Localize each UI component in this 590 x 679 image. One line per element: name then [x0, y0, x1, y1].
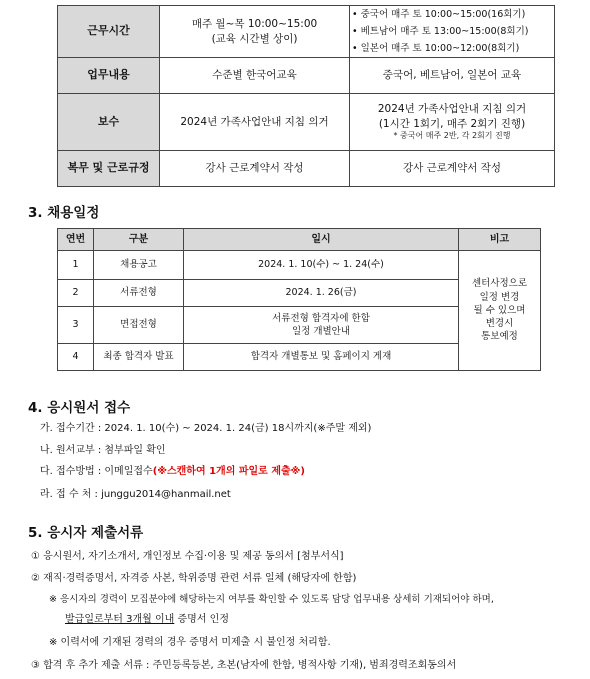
cell-no: 1 [58, 251, 94, 280]
work-conditions-table [57, 5, 555, 187]
column-header: 일시 [184, 229, 459, 251]
row-value [350, 94, 555, 151]
cell-no: 3 [58, 307, 94, 344]
document-item-2: ② 재직·경력증명서, 자격증 사본, 학위증명 관련 서류 일체 (해당자에 한함) [31, 573, 357, 584]
value-note: * 중국어 매주 2반, 각 2회기 진행 [393, 130, 511, 140]
method-warning: (※스캔하여 1개의 파일로 제출※) [152, 466, 305, 477]
table-row [58, 6, 555, 58]
note-line: 통보예정 [481, 331, 518, 343]
cell-date: 합격자 개별통보 및 홈페이지 게재 [184, 344, 459, 371]
document-item-1: ① 응시원서, 자기소개서, 개인정보 수집·이용 및 제공 동의서 [첨부서식] [31, 551, 344, 562]
validity-period: 발급일로부터 3개월 이내 [65, 614, 175, 625]
row-value: 수준별 한국어교육 [160, 58, 350, 94]
note-line: 센터사정으로 [471, 278, 528, 290]
section-title: 4. 응시원서 접수 [28, 400, 131, 416]
row-value: 중국어, 베트남어, 일본어 교육 [350, 58, 555, 94]
cell-no: 4 [58, 344, 94, 371]
row-label: 복무 및 근로규정 [58, 151, 160, 187]
cell-date [184, 307, 459, 344]
value-line: 2024년 가족사업안내 지침 의거 [377, 103, 527, 116]
cell-no: 2 [58, 280, 94, 307]
method-text: 다. 접수방법 : 이메일접수 [40, 466, 153, 477]
row-label: 근무시간 [58, 6, 160, 58]
table-row [58, 58, 555, 94]
list-item: • 중국어 매주 토 10:00~15:00(16회기) [352, 9, 526, 20]
cell-type: 최종 합격자 발표 [94, 344, 184, 371]
list-item: • 베트남어 매주 토 13:00~15:00(8회기) [352, 26, 529, 37]
table-row [58, 151, 555, 187]
note-line: 될 수 있으며 [473, 304, 526, 316]
cell-type: 서류전형 [94, 280, 184, 307]
value-line: (1시간 1회기, 매주 2회기 진행) [378, 117, 526, 130]
date-line: 일정 개별안내 [291, 326, 351, 337]
table-row [58, 251, 541, 280]
note-line: 변경시 [485, 318, 514, 330]
row-label: 업무내용 [58, 58, 160, 94]
row-value: 강사 근로계약서 작성 [160, 151, 350, 187]
submission-email: 라. 접 수 처 : junggu2014@hanmail.net [40, 489, 231, 500]
row-label: 보수 [58, 94, 160, 151]
cell-type: 면접전형 [94, 307, 184, 344]
row-value: 2024년 가족사업안내 지침 의거 [160, 94, 350, 151]
table-row [58, 94, 555, 151]
note-line: 일정 변경 [479, 291, 520, 303]
column-header: 구분 [94, 229, 184, 251]
cell-date: 2024. 1. 10(수) ~ 1. 24(수) [184, 251, 459, 280]
cell-date: 2024. 1. 26(금) [184, 280, 459, 307]
application-period: 가. 접수기간 : 2024. 1. 10(수) ~ 2024. 1. 24(금) 18시까지(※주말 제외) [40, 423, 372, 434]
cell-type: 채용공고 [94, 251, 184, 280]
document-note-2: ※ 이력서에 기재된 경력의 경우 증명서 미제출 시 불인정 처리함. [49, 637, 331, 648]
document-note-1-cont [65, 610, 229, 625]
validity-text: 증명서 인정 [174, 614, 229, 625]
section-title: 3. 채용일정 [28, 205, 100, 221]
column-header: 연번 [58, 229, 94, 251]
row-value: 강사 근로계약서 작성 [350, 151, 555, 187]
value-line: 매주 월~목 10:00~15:00 [191, 18, 318, 31]
row-value-list [350, 6, 555, 58]
cell-note [459, 251, 541, 371]
row-value [160, 6, 350, 58]
schedule-table [57, 228, 541, 371]
document-note-1: ※ 응시자의 경력이 모집분야에 해당하는지 여부를 확인할 수 있도록 담당 업무내용 상세히 기재되어야 하며, [49, 594, 494, 605]
section-title: 5. 응시자 제출서류 [28, 525, 144, 541]
form-distribution: 나. 원서교부 : 첨부파일 확인 [40, 445, 166, 456]
value-line: (교육 시간별 상이) [211, 32, 298, 45]
date-line: 서류전형 합격자에 한함 [272, 312, 370, 324]
submission-method [40, 462, 305, 477]
list-item: • 일본어 매주 토 10:00~12:00(8회기) [352, 43, 520, 54]
table-header-row [58, 229, 541, 251]
column-header: 비고 [459, 229, 541, 251]
document-item-3: ③ 합격 후 추가 제출 서류 : 주민등록등본, 초본(남자에 한함, 병적사항 기재), 범죄경력조회동의서 [31, 660, 457, 671]
